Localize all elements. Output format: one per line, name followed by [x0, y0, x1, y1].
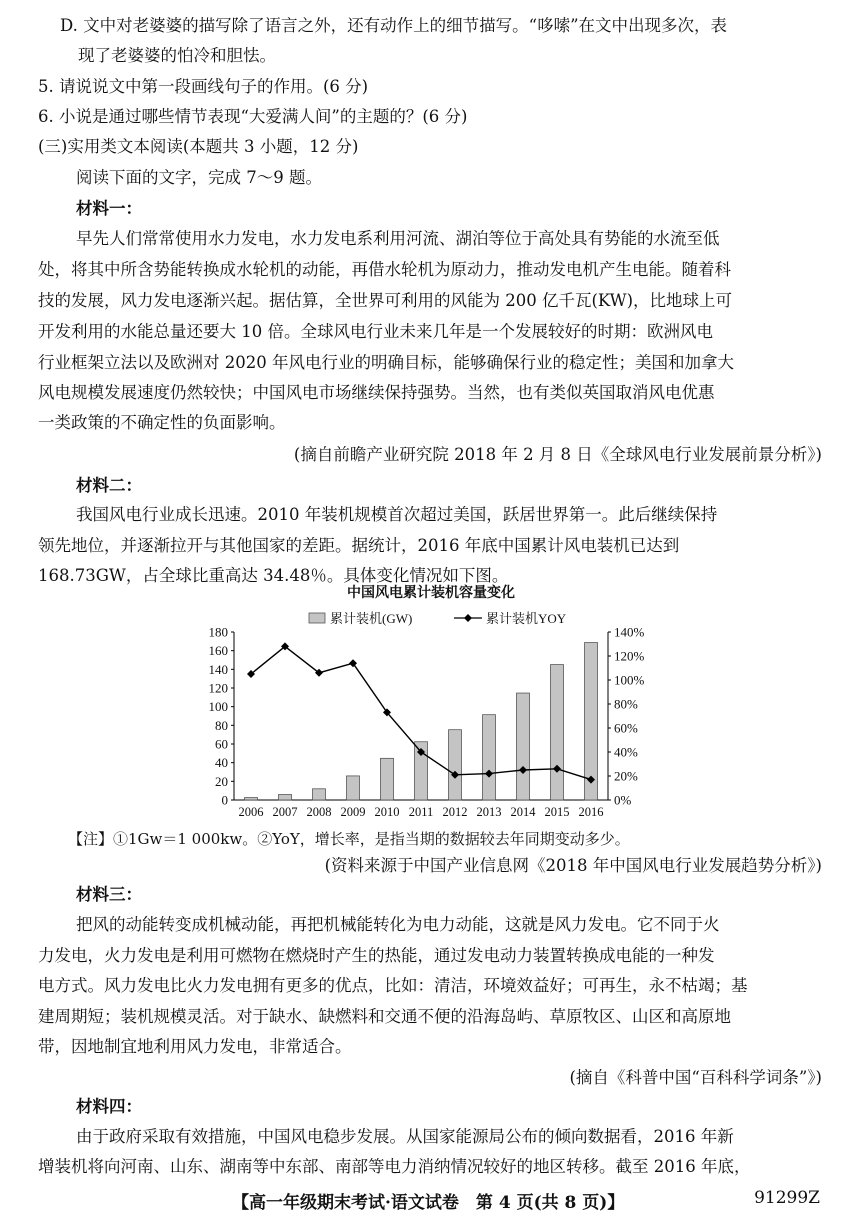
- material3-source: (摘自《科普中国“百科科学词条”》): [569, 1068, 822, 1087]
- material2-source: (资料来源于中国产业信息网《2018 年中国风电行业发展趋势分析》): [324, 856, 822, 875]
- bar: [347, 776, 360, 800]
- option-d-line2: 现了老婆婆的怕冷和胆怯。: [78, 46, 276, 65]
- legend-bar-label: 累计装机(GW): [330, 611, 413, 626]
- bar: [279, 794, 292, 800]
- right-tick-label: 140%: [614, 624, 645, 640]
- question-5: 5. 请说说文中第一段画线句子的作用。(6 分): [38, 77, 369, 96]
- right-tick-label: 120%: [614, 648, 645, 664]
- section-heading: (三)实用类文本阅读(本题共 3 小题，12 分): [38, 137, 359, 156]
- left-tick-label: 20: [215, 773, 228, 789]
- x-tick-label: 2006: [238, 805, 264, 819]
- bar: [517, 693, 530, 800]
- footer-exam-info: 【高一年级期末考试·语文试卷 第 4 页(共 8 页)】: [232, 1193, 625, 1213]
- x-tick-label: 2009: [340, 805, 366, 819]
- yoy-point: [349, 659, 357, 667]
- material3-line: 电方式。风力发电比火力发电拥有更多的优点，比如：清洁，环境效益好；可再生，永不枯竭；基: [38, 976, 748, 995]
- x-tick-label: 2008: [306, 805, 332, 819]
- x-tick-label: 2012: [442, 805, 468, 819]
- material2-line: 我国风电行业成长迅速。2010 年装机规模首次超过美国，跃居世界第一。此后继续保持: [76, 505, 718, 524]
- left-tick-label: 60: [215, 736, 228, 752]
- left-tick-label: 100: [208, 699, 228, 715]
- bar: [483, 715, 496, 800]
- material1-line: 风电规模发展速度仍然较快；中国风电市场继续保持强势。当然，也有类似英国取消风电优惠: [38, 383, 715, 402]
- material1-line: 行业框架立法以及欧洲对 2020 年风电行业的明确目标，能够确保行业的稳定性；美国和加拿大: [38, 353, 734, 372]
- left-tick-label: 140: [208, 661, 228, 677]
- left-tick-label: 180: [208, 624, 228, 640]
- x-tick-label: 2010: [374, 805, 400, 819]
- bar: [245, 798, 258, 800]
- x-tick-label: 2014: [510, 805, 536, 819]
- right-tick-label: 60%: [614, 720, 638, 736]
- option-d-line1: D. 文中对老婆婆的描写除了语言之外，还有动作上的细节描写。“哆嗦”在文中出现多次，表: [60, 16, 728, 35]
- right-tick-label: 0%: [614, 792, 632, 808]
- material2-line: 168.73GW，占全球比重高达 34.48％。具体变化情况如下图。: [38, 566, 509, 585]
- material2-note: 【注】①1Gw＝1 000kw。②YoY，增长率，是指当期的数据较去年同期变动多少。: [68, 830, 630, 848]
- material3-title: 材料三：: [76, 885, 142, 904]
- right-tick-label: 20%: [614, 768, 638, 784]
- x-tick-label: 2013: [476, 805, 502, 819]
- left-tick-label: 160: [208, 643, 228, 659]
- material1-line: 处，将其中所含势能转换成水轮机的动能，再借水轮机为原动力，推动发电机产生电能。随着科: [38, 260, 731, 279]
- material1-line: 技的发展，风力发电逐渐兴起。据估算，全世界可利用的风能为 200 亿千瓦(KW)，比地球上可: [38, 291, 733, 310]
- left-tick-label: 40: [215, 755, 228, 771]
- material1-line: 一类政策的不确定性的负面影响。: [38, 413, 286, 432]
- bar: [449, 730, 462, 800]
- material1-source: (摘自前瞻产业研究院 2018 年 2 月 8 日《全球风电行业发展前景分析》): [293, 445, 822, 464]
- left-tick-label: 0: [221, 792, 228, 808]
- material3-line: 力发电，火力发电是利用可燃物在燃烧时产生的热能，通过发电动力装置转换成电能的一种发: [38, 946, 715, 965]
- right-tick-label: 40%: [614, 744, 638, 760]
- wind-capacity-chart: [196, 583, 666, 823]
- x-tick-label: 2015: [544, 805, 570, 819]
- material4-title: 材料四：: [76, 1097, 142, 1116]
- bar: [551, 665, 564, 800]
- bar: [313, 789, 326, 800]
- left-tick-label: 120: [208, 680, 228, 696]
- section-instruction: 阅读下面的文字，完成 7～9 题。: [76, 168, 322, 187]
- material3-line: 建周期短；装机规模灵活。对于缺水、缺燃料和交通不便的沿海岛屿、草原牧区、山区和高原地: [38, 1007, 731, 1026]
- x-tick-label: 2016: [578, 805, 604, 819]
- right-tick-label: 80%: [614, 696, 638, 712]
- x-tick-label: 2007: [272, 805, 298, 819]
- material1-title: 材料一：: [76, 199, 142, 218]
- chart-title: 中国风电累计装机容量变化: [347, 585, 515, 601]
- right-tick-label: 100%: [614, 672, 645, 688]
- bar: [381, 758, 394, 800]
- legend-line-label: 累计装机YOY: [486, 611, 567, 626]
- material2-title: 材料二：: [76, 476, 142, 495]
- question-6: 6. 小说是通过哪些情节表现“大爱满人间”的主题的？(6 分): [38, 107, 468, 126]
- material4-line: 增装机将向河南、山东、湖南等中东部、南部等电力消纳情况较好的地区转移。截至 2016 年底，: [38, 1157, 751, 1176]
- left-tick-label: 80: [215, 717, 228, 733]
- material4-line: 由于政府采取有效措施，中国风电稳步发展。从国家能源局公布的倾向数据看，2016 年新: [76, 1127, 734, 1146]
- material2-line: 领先地位，并逐渐拉开与其他国家的差距。据统计，2016 年底中国累计风电装机已达到: [38, 536, 680, 555]
- material1-line: 早先人们常常使用水力发电，水力发电系利用河流、湖泊等位于高处具有势能的水流至低: [76, 229, 720, 248]
- x-tick-label: 2011: [408, 805, 434, 819]
- material3-line: 把风的动能转变成机械动能，再把机械能转化为电力动能，这就是风力发电。它不同于火: [76, 915, 720, 934]
- chart-svg: [196, 583, 666, 823]
- material3-line: 带，因地制宜地利用风力发电，非常适合。: [38, 1037, 352, 1056]
- legend-bar-swatch: [309, 613, 325, 623]
- material1-line: 开发利用的水能总量还要大 10 倍。全球风电行业未来几年是一个发展较好的时期：欧洲风电: [38, 322, 713, 341]
- legend-line-marker: [464, 614, 472, 622]
- footer-code: 91299Z: [754, 1188, 820, 1208]
